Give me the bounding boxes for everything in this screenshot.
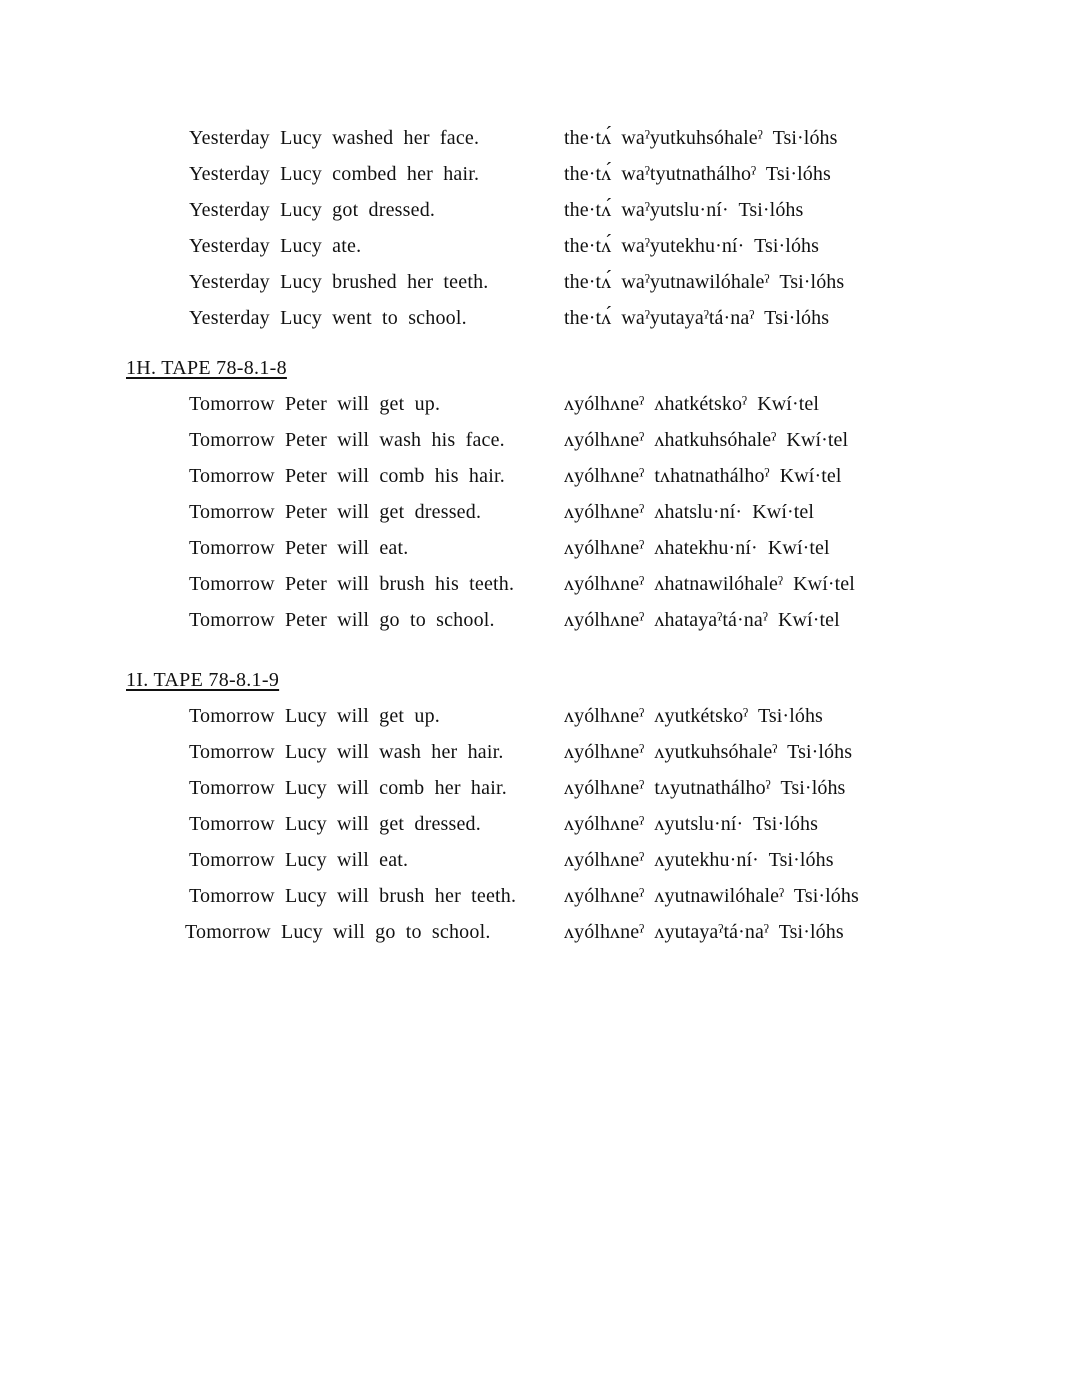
section-1i	[0, 662, 1066, 950]
section-heading: 1H. TAPE 78-8.1-8	[126, 357, 287, 379]
english-phrase: Yesterday Lucy got dressed.	[189, 199, 436, 221]
english-phrase: Tomorrow Peter will comb his hair.	[189, 465, 505, 487]
phrase-row	[0, 192, 1066, 228]
english-phrase: Tomorrow Lucy will get dressed.	[189, 813, 481, 835]
phrase-row	[0, 770, 1066, 806]
phrase-row	[0, 842, 1066, 878]
native-translation: the·tʌ́ waˀyutayaˀtá·naˀ Tsi·lóhs	[564, 307, 830, 329]
native-translation: ʌyólhʌneˀ ʌyutkétskoˀ Tsi·lóhs	[564, 705, 823, 727]
native-translation: ʌyólhʌneˀ tʌhatnathálhoˀ Kwí·tel	[564, 465, 842, 487]
phrase-row	[0, 494, 1066, 530]
phrase-row	[0, 458, 1066, 494]
phrase-row	[0, 914, 1066, 950]
phrase-row	[0, 530, 1066, 566]
native-translation: ʌyólhʌneˀ ʌhatekhu·ní· Kwí·tel	[564, 537, 830, 559]
english-phrase: Yesterday Lucy combed her hair.	[189, 163, 480, 185]
native-translation: ʌyólhʌneˀ ʌhatslu·ní· Kwí·tel	[564, 501, 815, 523]
native-translation: ʌyólhʌneˀ ʌyutslu·ní· Tsi·lóhs	[564, 813, 818, 835]
english-phrase: Yesterday Lucy brushed her teeth.	[189, 271, 489, 293]
native-translation: ʌyólhʌneˀ ʌyutnawilóhaleˀ Tsi·lóhs	[564, 885, 859, 907]
phrase-row	[0, 120, 1066, 156]
phrase-row	[0, 386, 1066, 422]
section-1h	[0, 350, 1066, 638]
english-phrase: Tomorrow Lucy will wash her hair.	[189, 741, 504, 763]
phrase-row	[0, 806, 1066, 842]
native-translation: ʌyólhʌneˀ ʌhatkuhsóhaleˀ Kwí·tel	[564, 429, 849, 451]
english-phrase: Tomorrow Peter will get dressed.	[189, 501, 482, 523]
phrase-row	[0, 566, 1066, 602]
phrase-row	[0, 300, 1066, 336]
english-phrase: Tomorrow Peter will wash his face.	[189, 429, 505, 451]
native-translation: the·tʌ́ waˀtyutnathálhoˀ Tsi·lóhs	[564, 163, 831, 185]
english-phrase: Tomorrow Peter will get up.	[189, 393, 441, 415]
native-translation: the·tʌ́ waˀyutekhu·ní· Tsi·lóhs	[564, 235, 820, 257]
native-translation: ʌyólhʌneˀ ʌyutayaˀtá·naˀ Tsi·lóhs	[564, 921, 844, 943]
english-phrase: Tomorrow Peter will eat.	[189, 537, 409, 559]
phrase-row	[0, 734, 1066, 770]
english-phrase: Yesterday Lucy ate.	[189, 235, 362, 257]
phrase-row	[0, 878, 1066, 914]
phrase-row	[0, 698, 1066, 734]
english-phrase: Tomorrow Lucy will eat.	[189, 849, 409, 871]
phrase-row	[0, 602, 1066, 638]
english-phrase: Yesterday Lucy washed her face.	[189, 127, 480, 149]
english-phrase: Tomorrow Lucy will go to school.	[185, 921, 491, 943]
section-heading: 1I. TAPE 78-8.1-9	[126, 669, 280, 691]
phrase-row	[0, 156, 1066, 192]
phrase-row	[0, 228, 1066, 264]
native-translation: ʌyólhʌneˀ ʌhatnawilóhaleˀ Kwí·tel	[564, 573, 855, 595]
native-translation: ʌyólhʌneˀ ʌyutkuhsóhaleˀ Tsi·lóhs	[564, 741, 853, 763]
native-translation: the·tʌ́ waˀyutnawilóhaleˀ Tsi·lóhs	[564, 271, 845, 293]
english-phrase: Tomorrow Lucy will get up.	[189, 705, 440, 727]
english-phrase: Yesterday Lucy went to school.	[189, 307, 467, 329]
section-yesterday-lucy	[0, 120, 1066, 336]
native-translation: the·tʌ́ waˀyutslu·ní· Tsi·lóhs	[564, 199, 804, 221]
native-translation: ʌyólhʌneˀ ʌyutekhu·ní· Tsi·lóhs	[564, 849, 834, 871]
native-translation: the·tʌ́ waˀyutkuhsóhaleˀ Tsi·lóhs	[564, 127, 838, 149]
native-translation: ʌyólhʌneˀ ʌhatkétskoˀ Kwí·tel	[564, 393, 819, 415]
phrase-row	[0, 422, 1066, 458]
native-translation: ʌyólhʌneˀ ʌhatayaˀtá·naˀ Kwí·tel	[564, 609, 840, 631]
english-phrase: Tomorrow Lucy will comb her hair.	[189, 777, 507, 799]
english-phrase: Tomorrow Lucy will brush her teeth.	[189, 885, 517, 907]
english-phrase: Tomorrow Peter will brush his teeth.	[189, 573, 515, 595]
phrase-row	[0, 264, 1066, 300]
native-translation: ʌyólhʌneˀ tʌyutnathálhoˀ Tsi·lóhs	[564, 777, 846, 799]
english-phrase: Tomorrow Peter will go to school.	[189, 609, 495, 631]
